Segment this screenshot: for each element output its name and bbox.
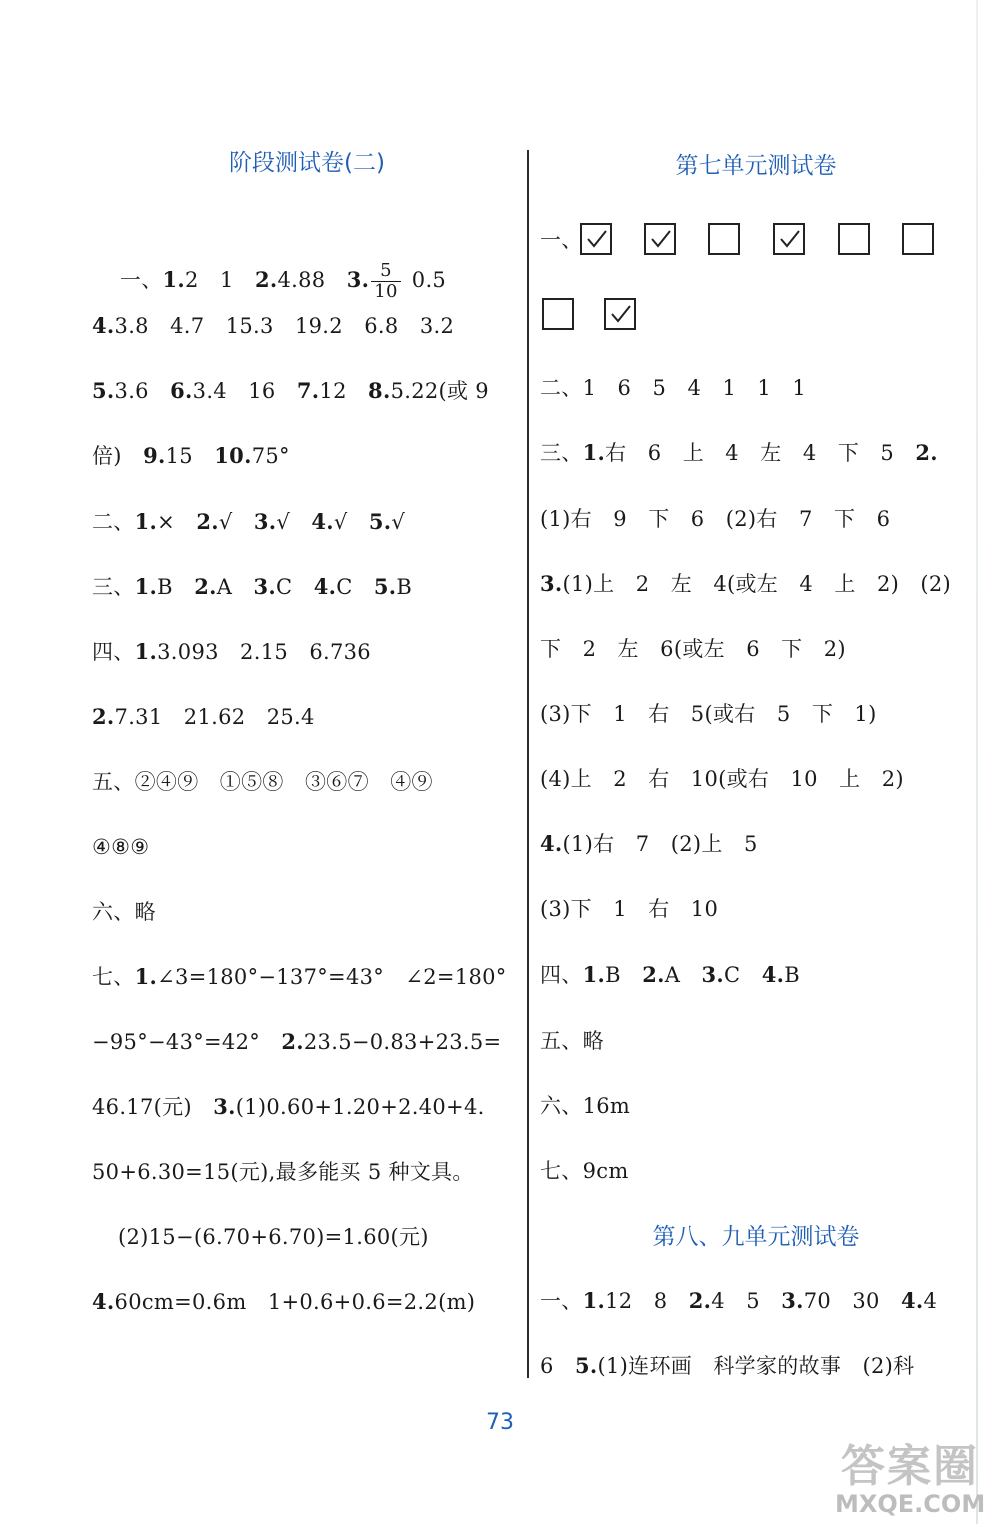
answer-line: 3.(1)上 2 左 4(或左 4 上 2) (2) [540,571,952,596]
check-mark-icon [610,303,632,325]
answer-line: 6 5.(1)连环画 科学家的故事 (2)科 [540,1353,915,1378]
answer-line: 4.3.8 4.7 15.3 19.2 6.8 3.2 [92,313,455,338]
answer-line: 一、1.2 1 2.4.88 3. $\frac{5}{10}$ 0.5 [119,260,447,302]
right-section-title-2: 第八、九单元测试卷 [652,1224,860,1250]
answer-line: 六、16m [540,1094,631,1118]
answer-line: 三、1.B 2.A 3.C 4.C 5.B [92,574,413,599]
left-section-title: 阶段测试卷(二) [229,150,385,176]
answer-line: 下 2 左 6(或左 6 下 2) [540,637,846,661]
empty-box [838,223,870,255]
empty-box [902,223,934,255]
check-mark-icon [779,228,801,250]
answer-line: (1)右 9 下 6 (2)右 7 下 6 [540,507,891,531]
check-mark-icon [586,228,608,250]
answer-line: −95°−43°=42° 2.23.5−0.83+23.5= [92,1029,502,1054]
answer-line: (2)15−(6.70+6.70)=1.60(元) [118,1225,429,1249]
answer-line: 4.(1)右 7 (2)上 5 [540,831,758,856]
checked-box [773,223,805,255]
empty-box [708,223,740,255]
answer-line: ④⑧⑨ [92,835,150,859]
checked-box [580,223,612,255]
answer-line: 七、1.∠3=180°−137°=43° ∠2=180° [92,964,507,989]
answer-line: 六、略 [92,900,156,924]
answer-line: 一、1.12 8 2.4 5 3.70 30 4.4 [540,1288,938,1313]
checked-box [604,298,636,330]
answer-line: 二、1.× 2.√ 3.√ 4.√ 5.√ [92,509,406,534]
answer-line: 50+6.30=15(元),最多能买 5 种文具。 [92,1160,474,1184]
watermark-text: 答案圈 [841,1441,979,1492]
answer-line: 一、 [540,228,583,252]
watermark-url: MXQE.COM [835,1490,986,1518]
answer-line: 5.3.6 6.3.4 16 7.12 8.5.22(或 9 [92,378,489,403]
answer-line: 倍) 9.15 10.75° [92,443,290,468]
answer-line: 二、1 6 5 4 1 1 1 [540,376,807,400]
column-divider [527,150,529,1378]
checked-box [644,223,676,255]
answer-line: (3)下 1 右 10 [540,897,719,921]
answer-line: 4.60cm=0.6m 1+0.6+0.6=2.2(m) [92,1289,476,1314]
answer-line: 2.7.31 21.62 25.4 [92,704,315,729]
watermark-logo [835,1430,985,1520]
answer-line: 七、9cm [540,1159,629,1183]
page-number: 73 [486,1410,514,1435]
answer-line: (4)上 2 右 10(或右 10 上 2) [540,767,904,791]
answer-line: 五、②④⑨ ①⑤⑧ ③⑥⑦ ④⑨ [92,770,433,794]
empty-box [542,298,574,330]
answer-line: 四、1.B 2.A 3.C 4.B [540,962,800,987]
check-mark-icon [650,228,672,250]
answer-line: (3)下 1 右 5(或右 5 下 1) [540,702,877,726]
answer-line: 四、1.3.093 2.15 6.736 [92,639,371,664]
right-section-title: 第七单元测试卷 [675,153,837,179]
answer-line: 五、略 [540,1029,604,1053]
answer-line: 三、1.右 6 上 4 左 4 下 5 2. [540,440,938,465]
page-edge [976,0,978,1524]
answer-line: 46.17(元) 3.(1)0.60+1.20+2.40+4. [92,1094,485,1119]
fraction: $\frac{5}{10}$ [371,261,401,302]
